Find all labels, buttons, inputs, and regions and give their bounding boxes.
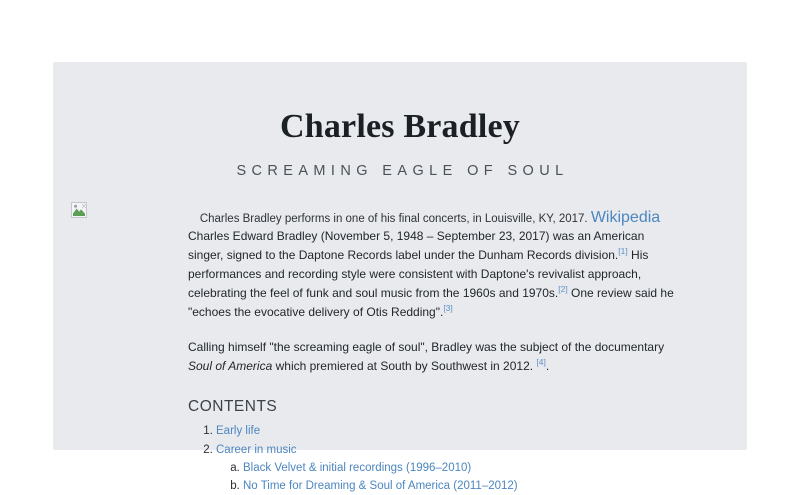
citation-4-link[interactable]: [4] <box>536 357 546 368</box>
toc-link-no-time-for-dreaming[interactable]: No Time for Dreaming & Soul of America (2011–2012) <box>243 479 518 492</box>
paragraph-intro-seg-1: Charles Edward Bradley (November 5, 1948 – September 23, 2017) was an American singer, signed to the Daptone Records label under the Dunham Records division. <box>188 229 645 263</box>
contents-heading: CONTENTS <box>188 398 278 416</box>
figure-caption-row <box>53 209 747 227</box>
table-of-contents-sub <box>216 460 677 495</box>
toc-link-early-life[interactable]: Early life <box>216 425 261 438</box>
paragraph-intro-seg-3: One review said he "echoes the evocative delivery of Otis Redding". <box>188 286 674 320</box>
documentary-title: Soul of America <box>188 359 273 374</box>
list-item <box>243 460 677 478</box>
citation-2-link[interactable]: [2] <box>558 284 568 295</box>
article-body <box>53 227 747 495</box>
list-item <box>243 478 677 495</box>
paragraph-intro <box>188 227 677 322</box>
paragraph-documentary-seg-2: which premiered at South by Southwest in 2012. <box>272 359 537 374</box>
wikipedia-link[interactable]: Wikipedia <box>590 209 661 227</box>
paragraph-documentary <box>188 338 677 376</box>
paragraph-documentary-seg-1: Calling himself "the screaming eagle of soul", Bradley was the subject of the documentary <box>188 340 665 355</box>
article-card <box>53 62 747 492</box>
page-subtitle: SCREAMING EAGLE OF SOUL <box>236 163 569 180</box>
figure-caption-text: Charles Bradley performs in one of his final concerts, in Louisville, KY, 2017. <box>199 213 588 226</box>
citation-1-link[interactable]: [1] <box>618 246 628 257</box>
toc-link-black-velvet[interactable]: Black Velvet & initial recordings (1996–2010) <box>243 462 472 475</box>
citation-3-link[interactable]: [3] <box>443 303 453 314</box>
broken-image-icon <box>71 202 87 218</box>
paragraph-intro-seg-2: His performances and recording style were consistent with Daptone's revivalist approach, celebrating the feel of funk and soul music from the 1960s and 1970s. <box>188 248 649 301</box>
page-title: Charles Bradley <box>279 108 521 145</box>
paragraph-documentary-seg-3: . <box>545 359 550 374</box>
table-of-contents <box>188 423 677 495</box>
list-item <box>216 423 677 441</box>
article-header <box>53 62 747 179</box>
list-item <box>216 442 677 495</box>
toc-link-career-in-music[interactable]: Career in music <box>216 443 297 456</box>
